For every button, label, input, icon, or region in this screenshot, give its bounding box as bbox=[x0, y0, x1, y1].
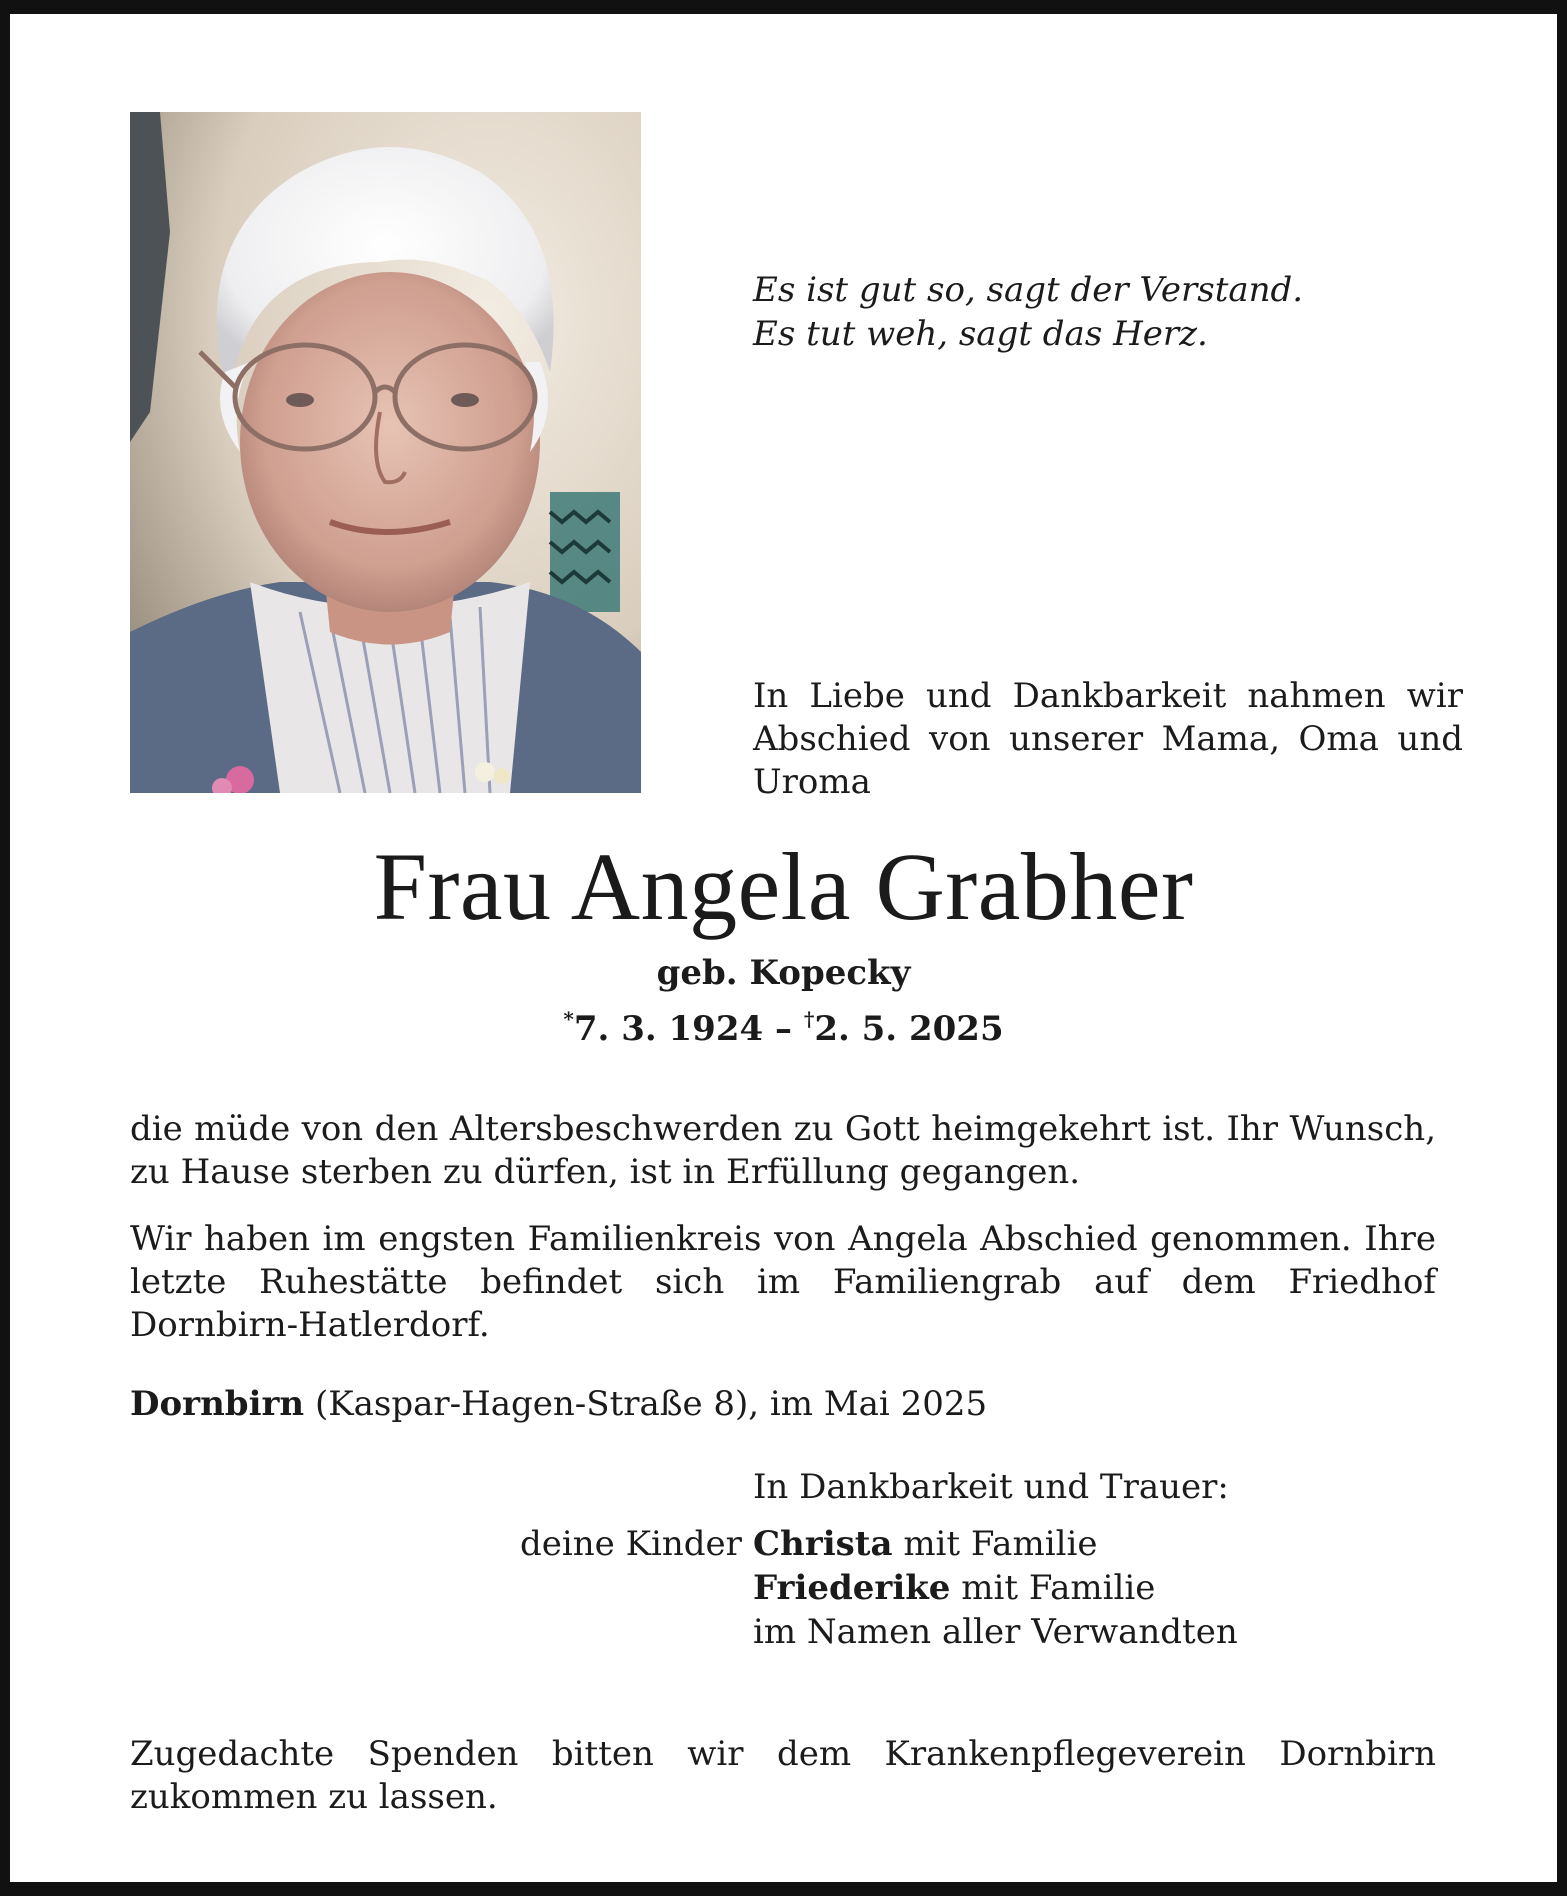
life-dates bbox=[130, 996, 1437, 1052]
maiden-name: geb. Kopecky bbox=[656, 953, 911, 993]
quote-line-2: Es tut weh, sagt das Herz. bbox=[753, 314, 1208, 354]
quote bbox=[753, 268, 1473, 356]
signature-list bbox=[753, 1522, 1238, 1654]
child-2-name: Friederike bbox=[753, 1568, 951, 1608]
death-date: 2. 5. 2025 bbox=[814, 1009, 1004, 1049]
signature-child-1 bbox=[753, 1522, 1238, 1566]
portrait-photo bbox=[130, 112, 641, 793]
child-1-suffix: mit Familie bbox=[903, 1524, 1098, 1564]
signature-relatives: im Namen aller Verwandten bbox=[753, 1612, 1238, 1652]
donation-note: Zugedachte Spenden bitten wir dem Krankenpflegeverein Dornbirn zukommen zu lassen. bbox=[130, 1734, 1436, 1817]
birth-symbol: * bbox=[563, 1007, 574, 1031]
date-separator: – bbox=[775, 1009, 792, 1049]
kinder-label: deine Kinder bbox=[520, 1524, 742, 1564]
birth-date: 7. 3. 1924 bbox=[573, 1009, 764, 1049]
place-city: Dornbirn bbox=[130, 1384, 305, 1424]
signature-heading: In Dankbarkeit und Trauer: bbox=[753, 1467, 1229, 1507]
paragraph-1: die müde von den Altersbeschwerden zu Gott heimgekehrt ist. Ihr Wunsch, zu Hause sterben zu dürfen, ist in Erfüllung gegangen. bbox=[130, 1109, 1436, 1192]
death-symbol: † bbox=[803, 1007, 815, 1031]
signature-child-2 bbox=[753, 1566, 1238, 1610]
child-2-suffix: mit Familie bbox=[961, 1568, 1156, 1608]
place-line bbox=[130, 1382, 987, 1426]
paragraph-2: Wir haben im engsten Familienkreis von Angela Abschied genommen. Ihre letzte Ruhestätte befindet sich im Familiengrab auf dem Friedhof Dornbirn-Hatlerdorf. bbox=[130, 1219, 1436, 1345]
intro-text: In Liebe und Dankbarkeit nahmen wir Abschied von unserer Mama, Oma und Uroma bbox=[753, 676, 1463, 802]
child-1-name: Christa bbox=[753, 1524, 893, 1564]
quote-line-1: Es ist gut so, sagt der Verstand. bbox=[753, 270, 1304, 310]
place-rest: (Kaspar-Hagen-Straße 8), im Mai 2025 bbox=[314, 1384, 988, 1424]
deceased-name: Frau Angela Grabher bbox=[373, 833, 1194, 940]
